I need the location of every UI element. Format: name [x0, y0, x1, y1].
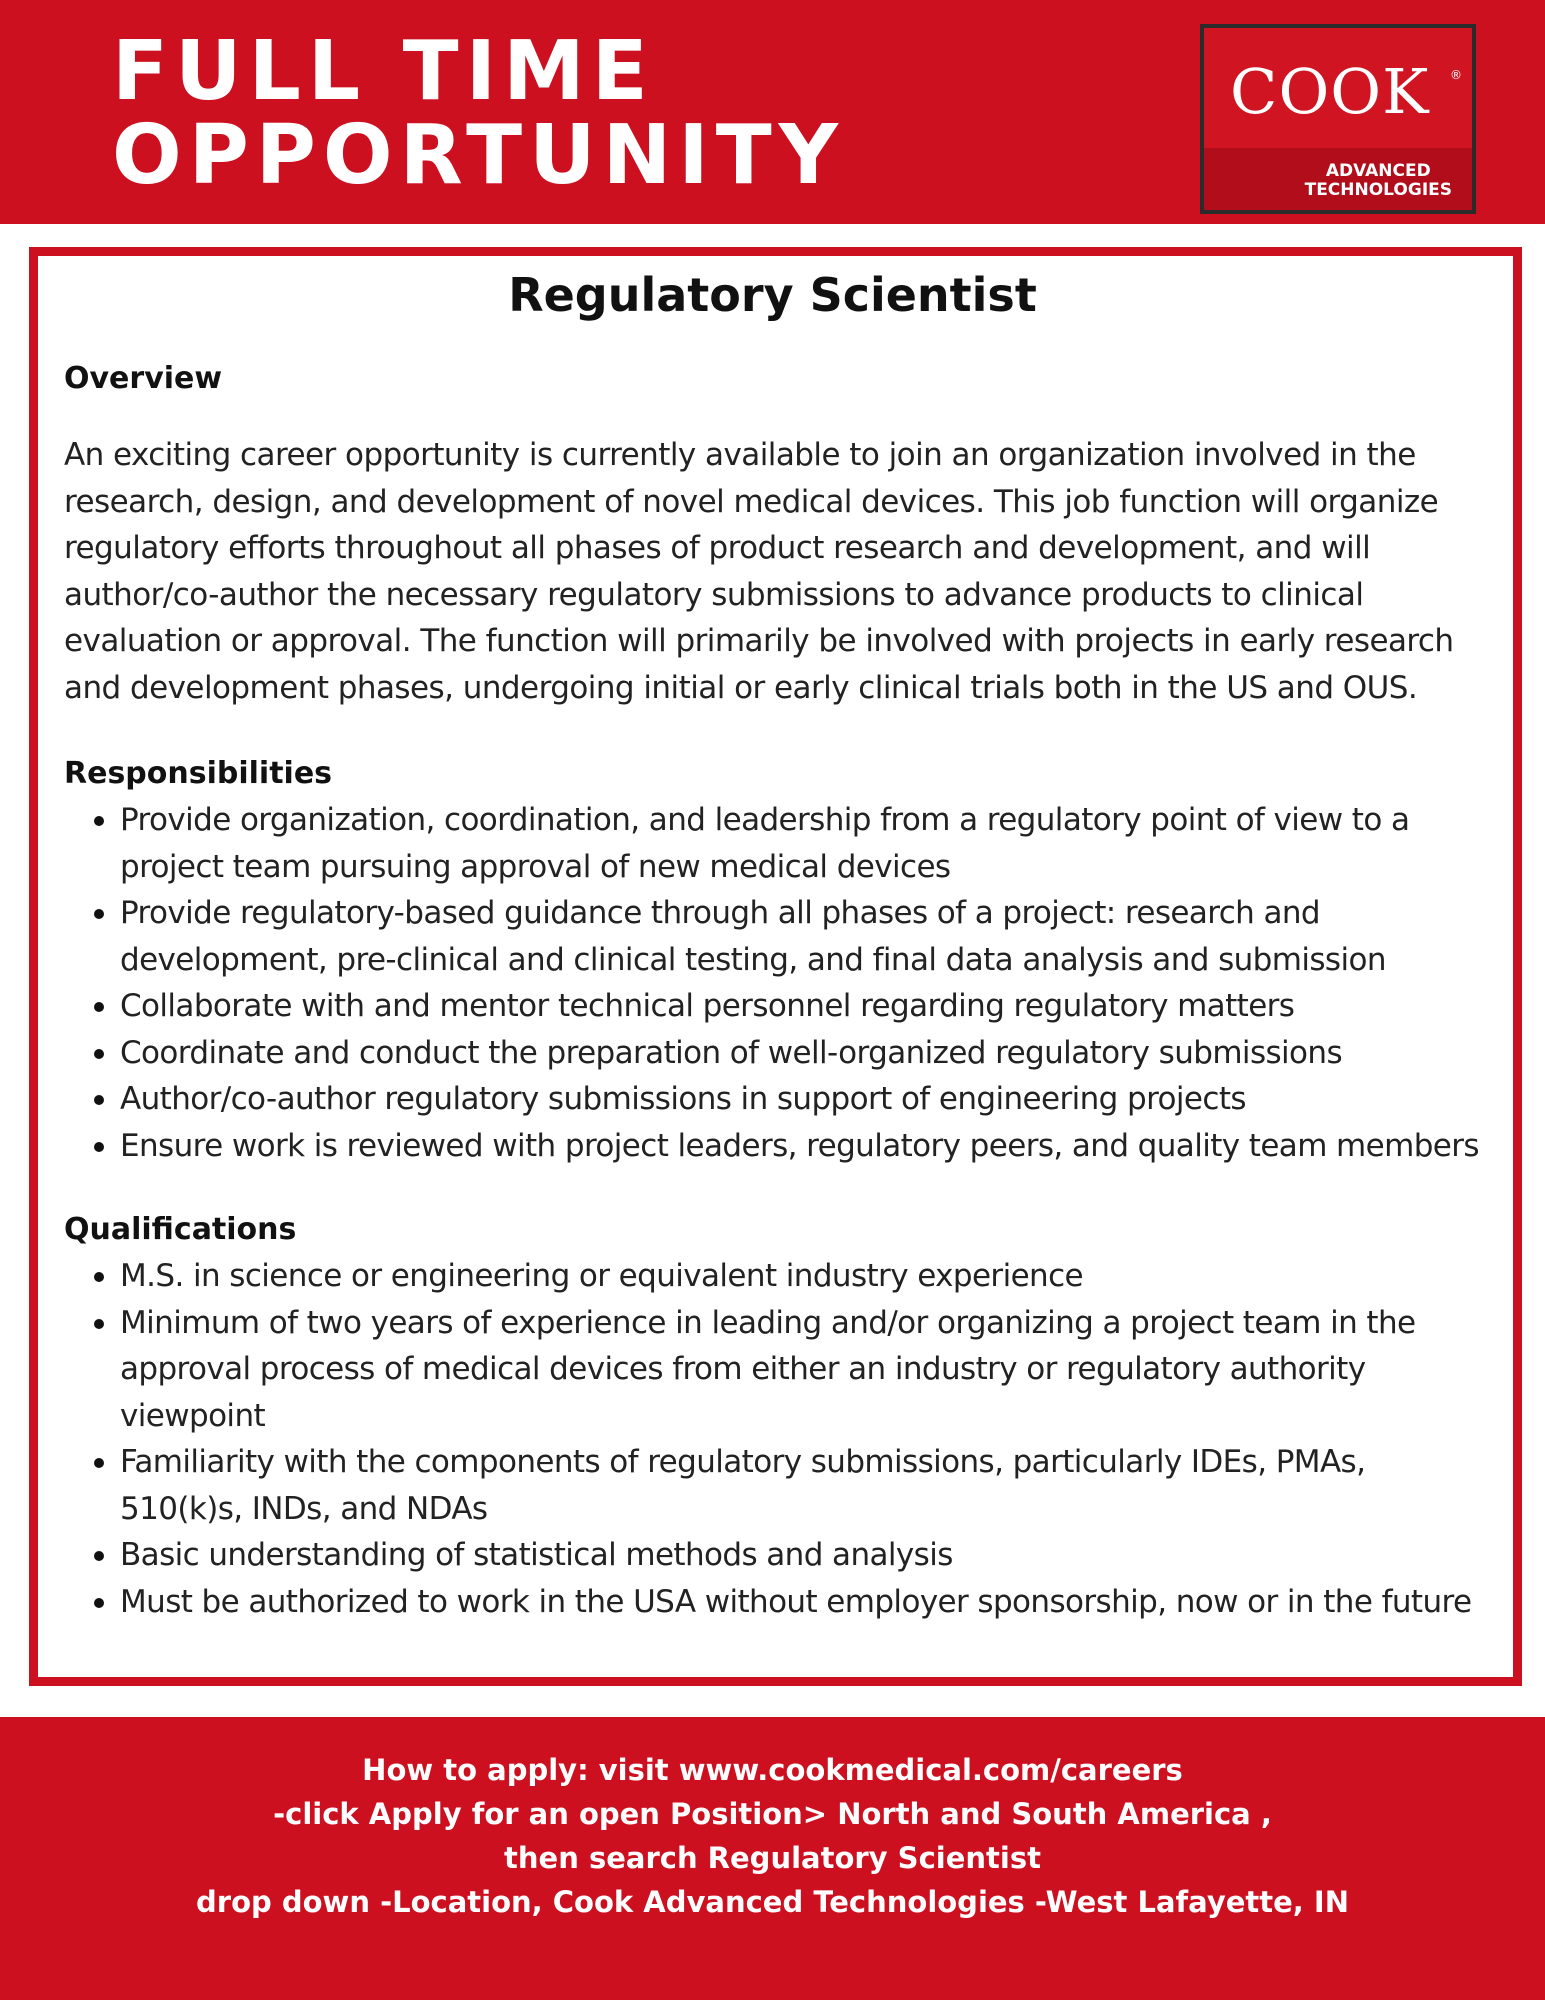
list-item-text: Author/co-author regulatory submissions in support of engineering projects: [120, 1081, 1246, 1117]
list-item: [64, 1030, 1484, 1077]
job-description: [64, 356, 1484, 1625]
qualifications-list: [64, 1253, 1484, 1625]
list-item-text: M.S. in science or engineering or equivalent industry experience: [120, 1258, 1084, 1294]
bullet-icon: [94, 816, 104, 826]
list-item-text: Basic understanding of statistical methods and analysis: [120, 1537, 953, 1573]
logo-subtitle: [1305, 162, 1452, 200]
bullet-icon: [94, 1049, 104, 1059]
list-item: [64, 1532, 1484, 1579]
list-item: [64, 890, 1484, 983]
how-to-apply: [0, 1748, 1545, 1924]
header-title-line1: FULL TIME: [112, 24, 655, 119]
bullet-icon: [94, 1272, 104, 1282]
logo-sub-line1: ADVANCED: [1325, 161, 1431, 181]
bullet-icon: [94, 1598, 104, 1608]
logo-wordmark: COOK: [1230, 55, 1430, 128]
header-title: [112, 24, 846, 203]
list-item-text: Provide organization, coordination, and leadership from a regulatory point of view to a project team pursuing approval of new medical devices: [120, 802, 1410, 885]
responsibilities-heading: Responsibilities: [64, 756, 333, 791]
list-item: [64, 1300, 1484, 1440]
overview-heading: Overview: [64, 361, 223, 396]
apply-line-3: then search Regulatory Scientist: [504, 1841, 1041, 1875]
list-item: [64, 1439, 1484, 1532]
overview-text: An exciting career opportunity is currently available to join an organization involved in the research, design, and development of novel medical devices. This job function will organize regulatory efforts throughout all phases of product research and development, and will author/co-author the necessary regulatory submissions to advance products to clinical evaluation or approval. The function will primarily be involved with projects in early research and development phases, undergoing initial or early clinical trials both in the US and OUS.: [64, 437, 1454, 706]
list-item: [64, 1076, 1484, 1123]
list-item: [64, 1123, 1484, 1170]
list-item: [64, 1579, 1484, 1626]
apply-line-2: -click Apply for an open Position> North and South America ,: [273, 1797, 1272, 1831]
list-item-text: Familiarity with the components of regulatory submissions, particularly IDEs, PMAs, 510(k)s, INDs, and NDAs: [120, 1444, 1366, 1527]
job-title: Regulatory Scientist: [508, 268, 1037, 322]
header-title-line2: OPPORTUNITY: [112, 108, 846, 203]
list-item-text: Provide regulatory-based guidance through all phases of a project: research and development, pre-clinical and clinical testing, and final data analysis and submission: [120, 895, 1386, 978]
bullet-icon: [94, 1458, 104, 1468]
apply-line-4: drop down -Location, Cook Advanced Technologies -West Lafayette, IN: [196, 1885, 1349, 1919]
list-item-text: Coordinate and conduct the preparation of well-organized regulatory submissions: [120, 1034, 1343, 1071]
list-item-text: Minimum of two years of experience in leading and/or organizing a project team in the approval process of medical devices from either an industry or regulatory authority viewpoint: [120, 1304, 1416, 1434]
cook-logo: [1200, 24, 1476, 214]
bullet-icon: [94, 1095, 104, 1105]
bullet-icon: [94, 1002, 104, 1012]
bullet-icon: [94, 1551, 104, 1561]
bullet-icon: [94, 909, 104, 919]
bullet-icon: [94, 1142, 104, 1152]
responsibilities-list: [64, 797, 1484, 1169]
list-item: [64, 1253, 1484, 1300]
list-item: [64, 797, 1484, 890]
list-item: [64, 983, 1484, 1030]
logo-sub-line2: TECHNOLOGIES: [1304, 180, 1452, 200]
list-item-text: Ensure work is reviewed with project leaders, regulatory peers, and quality team members: [120, 1127, 1479, 1164]
list-item-text: Collaborate with and mentor technical personnel regarding regulatory matters: [120, 988, 1295, 1024]
bullet-icon: [94, 1319, 104, 1329]
qualifications-heading: Qualifications: [64, 1212, 297, 1247]
logo-registered-mark: ®: [1450, 68, 1462, 82]
list-item-text: Must be authorized to work in the USA without employer sponsorship, now or in the future: [120, 1583, 1472, 1620]
apply-line-1: How to apply: visit www.cookmedical.com/careers: [362, 1753, 1183, 1787]
